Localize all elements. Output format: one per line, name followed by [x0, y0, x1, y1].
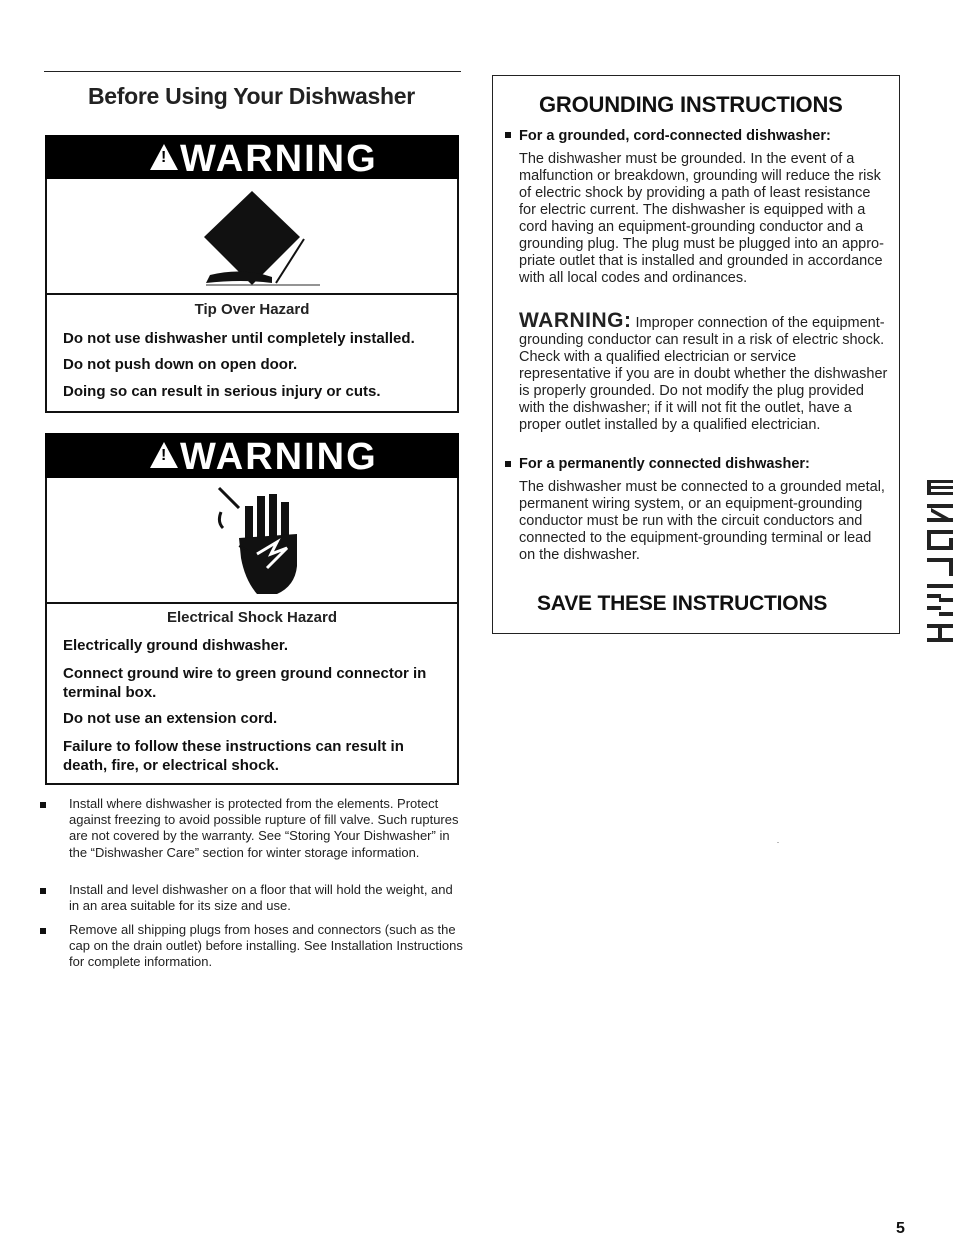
grounding-paragraph: The dishwasher must be connected to a grounded metal, permanent wiring system, or an equipment-grounding conductor must be run with the circuit conductors and connected to the equipment-grounding terminal or lead on the dishwasher. [519, 479, 885, 563]
hazard-title: Electrical Shock Hazard [166, 609, 338, 626]
section-title: Before Using Your Dishwasher [88, 83, 415, 109]
bullet-icon [505, 132, 511, 138]
bullet-icon [40, 802, 46, 808]
warning-label: WARNING [180, 138, 378, 180]
hazard-instruction: Do not use an extension cord. [63, 710, 278, 727]
language-side-tab [925, 478, 954, 648]
grounding-warning [519, 309, 889, 434]
save-instructions-title: SAVE THESE INSTRUCTIONS [537, 592, 828, 615]
bullet-icon [40, 888, 46, 894]
warning-box-electrical-shock [45, 433, 459, 785]
alert-triangle-icon: ! [150, 144, 178, 170]
hazard-title: Tip Over Hazard [194, 301, 310, 318]
hazard-instruction: Do not use dishwasher until completely installed. [63, 330, 415, 347]
warning-header [45, 135, 459, 179]
grounding-subheading: For a grounded, cord-connected dishwasher: [519, 128, 831, 144]
grounding-paragraph: The dishwasher must be grounded. In the event of a malfunction or breakdown, grounding will reduce the risk of electric shock by providing a path of least resistance for electric current. The dishwasher is equipped with a cord having an equipment-grounding conductor and a grounding plug. The plug must be plugged into an appro-priate outlet that is installed and grounded in accordance with all local codes and ordinances. [519, 151, 884, 286]
hazard-instruction: Do not push down on open door. [63, 356, 298, 373]
tip-over-icon [192, 179, 352, 291]
warning-label: WARNING: [519, 309, 632, 332]
electrical-shock-icon [217, 482, 337, 600]
alert-triangle-icon: ! [150, 442, 178, 468]
top-rule [44, 71, 461, 72]
hazard-instruction: Electrically ground dishwasher. [63, 637, 289, 654]
warning-header [45, 433, 459, 478]
bullet-icon [505, 461, 511, 467]
warning-text: Improper connection of the equipment-grounding conductor can result in a risk of electric shock. Check with a qualified electrician or service representative if you are in doubt whether the dishwasher is properly grounded. Do not modify the plug provided with the dishwasher; if it will not fit the outlet, have a proper outlet installed by a qualified electrician. [519, 315, 888, 433]
warning-label: WARNING [180, 436, 378, 478]
hazard-instruction: Doing so can result in serious injury or cuts. [63, 383, 381, 400]
bullet-icon [40, 928, 46, 934]
grounding-title: GROUNDING INSTRUCTIONS [539, 92, 843, 117]
hazard-instruction: Connect ground wire to green ground connector in terminal box. [63, 665, 427, 701]
install-notes: Install where dishwasher is protected from the elements. Protect against freezing to avoid possible rupture of fill valve. Such ruptures are not covered by the warranty. See “Storing Your Dishwasher” in the “Dishwasher Care” section for winter storage information. Install and level dishwasher on a floor that will hold the weight, and in an area suitable for its size and use. Remove all shipping plugs from hoses and connectors (such as the cap on the drain outlet) before installing. See Installation Instructions for complete information. [40, 796, 470, 976]
hazard-instruction: Failure to follow these instructions can result in death, fire, or electrical shock. [63, 738, 404, 774]
grounding-subheading: For a permanently connected dishwasher: [519, 456, 810, 472]
page-number: 5 [896, 1220, 905, 1237]
warning-box-tip-over [45, 135, 459, 413]
